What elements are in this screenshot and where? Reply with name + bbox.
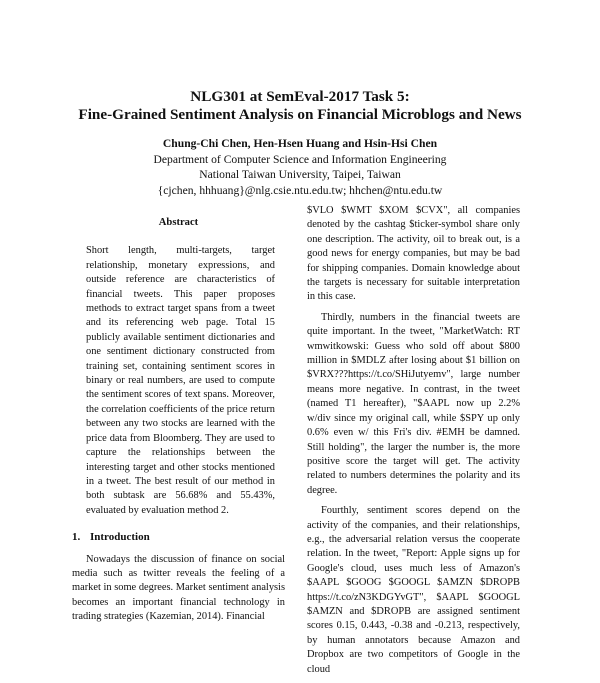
author-university: National Taiwan University, Taipei, Taiwan bbox=[199, 168, 401, 182]
section-title: Introduction bbox=[90, 531, 150, 544]
section-number: 1. bbox=[72, 531, 81, 544]
right-paragraph-1: $VLO $WMT $XOM $CVX", all companies denoted by the cashtag $ticker-symbol share only one description. The activity, oil to break out, is a good news for energy companies, but may be bad for shipping companies. Domain knowledge about the targets is necessary for suitable interpretation in this case. bbox=[307, 205, 520, 303]
left-column bbox=[72, 210, 285, 631]
author-emails: {cjchen, hhhuang}@nlg.csie.ntu.edu.tw; hhchen@ntu.edu.tw bbox=[157, 183, 443, 197]
right-paragraph-3: Fourthly, sentiment scores depend on the activity of the companies, and their relationships, e.g., the adversarial relation versus the cooperate relation. In the tweet, "Report: Apple signs up for Google's cloud, uses much less of Amazon's $AAPL $GOOG $GOOGL $AMZN $DROPB https://t.co/zN3KDGYvGT", $AAPL $GOOGL $AMZN and $DROPB are assigned sentiment scores 0.15, 0.443, -0.38 and -0.213, respectively, by human annotators because Amazon and Dropbox are two competitors of Google in the cloud bbox=[307, 505, 520, 675]
title-line-2: Fine-Grained Sentiment Analysis on Financial Microblogs and News bbox=[78, 106, 522, 123]
abstract-body bbox=[86, 244, 275, 518]
author-block bbox=[0, 136, 600, 198]
right-column bbox=[307, 204, 520, 683]
author-department: Department of Computer Science and Information Engineering bbox=[153, 152, 447, 166]
title-line-1: NLG301 at SemEval-2017 Task 5: bbox=[190, 88, 410, 105]
abstract-heading: Abstract bbox=[158, 217, 199, 228]
intro-paragraph-1: Nowadays the discussion of finance on social media such as twitter reveals the feeling of a market in some degrees. Market sentiment analysis becomes an important financial technology in trading strategies (Kazemian, 2014). Financial bbox=[72, 553, 285, 623]
author-names: Chung-Chi Chen, Hen-Hsen Huang and Hsin-Hsi Chen bbox=[162, 137, 438, 150]
abstract-text: Short length, multi-targets, target relationship, monetary expressions, and outside reference are characteristics of financial tweets. This paper proposes methods to extract target spans from a tweet and its referencing web page. Total 15 publicly available sentiment dictionaries and one sentiment dictionary constructed from training set, containing sentiment scores in binary or real numbers, are used to compute the sentiment scores of text spans. Moreover, the correlation coefficients of the price return between any two stocks are learned with the price data from Bloomberg. They are used to capture the relationships between the interesting target and other stocks mentioned in a tweet. The best result of our method in both subtask are 56.68% and 55.43%, evaluated by evaluation method 2. bbox=[86, 245, 275, 516]
right-paragraph-2: Thirdly, numbers in the financial tweets are quite important. In the tweet, "MarketWatch: RT wmwitkowski: Guess who sold off about $800 million in $MDLZ after losing about $1 billion on $VRX???https://t.co/SHiJutyemv", large number means more negative. In contrast, in the tweet (named T1 hereafter), "$AAPL now up 2.2% w/div since my original call, while $SPY up only 0.6% even w/ this Fri's div. #EMH be damned. Still holding", the larger the number is, the more positive score the target will get. The activity related to numbers determines the polarity and its degree. bbox=[307, 311, 520, 496]
paper-title bbox=[0, 88, 600, 124]
section-heading-introduction bbox=[72, 530, 285, 544]
